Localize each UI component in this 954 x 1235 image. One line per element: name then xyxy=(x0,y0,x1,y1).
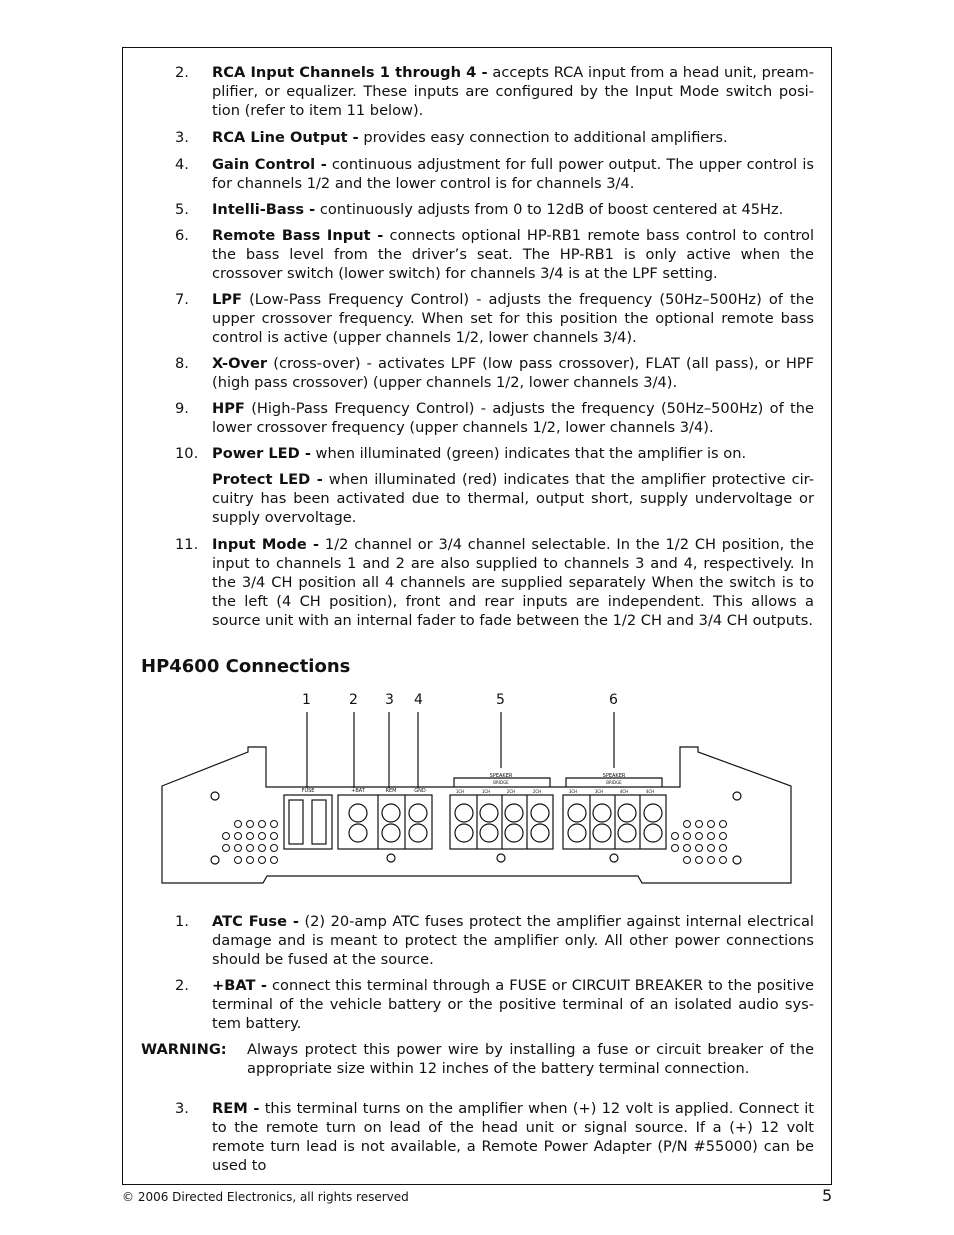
item-text: continuous adjustment for full power output. The upper control is for channels 1/2 and the lower control is for channels 3/4. xyxy=(212,156,814,192)
list-item xyxy=(212,200,814,219)
list-item xyxy=(212,290,814,347)
item-number: 9. xyxy=(175,400,189,417)
label-bat: +BAT xyxy=(351,788,365,794)
label-4ch-a: 4CH xyxy=(619,789,629,794)
vent-hole xyxy=(684,857,691,864)
label-gnd: GND xyxy=(414,788,426,794)
vent-hole xyxy=(223,845,230,852)
item-number: 2. xyxy=(175,977,189,994)
vent-hole xyxy=(271,845,278,852)
label-2ch-a: 2CH xyxy=(506,789,516,794)
label-fuse: FUSE xyxy=(301,788,315,794)
label-speaker-2: SPEAKER xyxy=(602,773,626,779)
vent-hole xyxy=(247,821,254,828)
item-title: Input Mode - xyxy=(212,536,320,553)
item-text: accepts RCA input from a head unit, pream- plifier, or equalizer. These inputs are configured by the Input Mode switch posi- tion (refer to item 11 below). xyxy=(212,64,814,119)
footer-copyright: © 2006 Directed Electronics, all rights reserved xyxy=(122,1190,409,1204)
item-text: (High-Pass Frequency Control) - adjusts the frequency (50Hz–500Hz) of the lower crossover frequency (upper channels 1/2, lower channels 3/4). xyxy=(212,400,814,436)
vent-hole xyxy=(259,833,266,840)
vent-hole xyxy=(235,857,242,864)
item-title: Gain Control - xyxy=(212,156,327,173)
vent-hole xyxy=(684,845,691,852)
vent-hole xyxy=(259,857,266,864)
item-number: 1. xyxy=(175,913,189,930)
item-text: (cross-over) - activates LPF (low pass crossover), FLAT (all pass), or HPF (high pass crossover) (upper channels 1/2, lower channels 3/4). xyxy=(212,355,814,391)
item-number: 4. xyxy=(175,156,189,173)
item-rem xyxy=(212,1099,814,1175)
vent-hole xyxy=(247,845,254,852)
item-title: HPF xyxy=(212,400,245,417)
list-item xyxy=(212,399,814,437)
vent-hole xyxy=(720,833,727,840)
vent-hole xyxy=(696,821,703,828)
callout-3: 3 xyxy=(385,692,394,708)
item-number: 2. xyxy=(175,64,189,81)
vent-hole xyxy=(223,833,230,840)
label-3ch-b: 3CH xyxy=(594,789,604,794)
label-rem: REM xyxy=(385,788,397,794)
item-text: connect this terminal through a FUSE or CIRCUIT BREAKER to the positive terminal of the vehicle battery or the positive terminal of an isolated audio sys- tem battery. xyxy=(212,977,814,1032)
vent-hole xyxy=(259,821,266,828)
vent-hole xyxy=(696,845,703,852)
item-number: 7. xyxy=(175,291,189,308)
list-item xyxy=(212,128,814,147)
item-title: Power LED - xyxy=(212,445,311,462)
item-text: when illuminated (red) indicates that the amplifier protective cir- cuitry has been activated due to thermal, output short, supply undervoltage or supply overvoltage. xyxy=(212,471,814,526)
vent-hole xyxy=(247,833,254,840)
callout-6: 6 xyxy=(609,692,618,708)
item-title: RCA Input Channels 1 through 4 - xyxy=(212,64,488,81)
item-title: Protect LED - xyxy=(212,471,323,488)
label-bridge-1: BRIDGE xyxy=(493,780,509,785)
label-1ch-b: 1CH xyxy=(481,789,491,794)
label-1ch-a: 1CH xyxy=(455,789,465,794)
item-number: 10. xyxy=(175,445,199,462)
list-item xyxy=(212,976,814,1033)
vent-hole xyxy=(259,845,266,852)
list-item xyxy=(212,470,814,527)
vent-hole xyxy=(720,857,727,864)
item-title: LPF xyxy=(212,291,242,308)
item-text: connects optional HP-RB1 remote bass control to control the bass level from the driver’s seat. The HP-RB1 is only active when the crossover switch (lower switch) for channels 3/4 is at the LPF setting. xyxy=(212,227,814,282)
item-rem-text: this terminal turns on the amplifier when (+) 12 volt is applied. Connect it to the remote turn on lead of the head unit or signal source. If a (+) 12 volt remote turn lead is not available, a Remote Power Adapter (P/N #55000) can be used to xyxy=(212,1100,814,1174)
vent-hole xyxy=(708,857,715,864)
label-3ch-a: 3CH xyxy=(568,789,578,794)
vent-hole xyxy=(235,833,242,840)
vent-hole xyxy=(720,821,727,828)
item-text: continuously adjusts from 0 to 12dB of boost centered at 45Hz. xyxy=(315,201,784,218)
list-item xyxy=(212,912,814,969)
label-2ch-b: 2CH xyxy=(532,789,542,794)
item-rem-number: 3. xyxy=(175,1100,189,1117)
list-item xyxy=(212,63,814,120)
item-title: +BAT - xyxy=(212,977,267,994)
item-number: 6. xyxy=(175,227,189,244)
vent-hole xyxy=(672,845,679,852)
vent-hole xyxy=(684,833,691,840)
vent-hole xyxy=(720,845,727,852)
label-4ch-b: 4CH xyxy=(645,789,655,794)
item-text: when illuminated (green) indicates that the amplifier is on. xyxy=(310,445,747,462)
item-number: 3. xyxy=(175,129,189,146)
vent-hole xyxy=(235,845,242,852)
item-text: (2) 20-amp ATC fuses protect the amplifier against internal electrical damage and is meant to protect the amplifier only. All other power connections should be fused at the source. xyxy=(212,913,814,968)
list-item xyxy=(212,535,814,630)
vent-hole xyxy=(247,857,254,864)
vent-hole xyxy=(684,821,691,828)
warning-label: WARNING: xyxy=(141,1041,227,1058)
vent-hole xyxy=(235,821,242,828)
item-text: provides easy connection to additional amplifiers. xyxy=(358,129,728,146)
item-title: Remote Bass Input - xyxy=(212,227,384,244)
list-item xyxy=(212,155,814,193)
item-title: Intelli-Bass - xyxy=(212,201,316,218)
list-item xyxy=(212,226,814,283)
warning-text: Always protect this power wire by installing a fuse or circuit breaker of the appropriate size within 12 inches of the battery terminal connection. xyxy=(247,1041,814,1077)
vent-hole xyxy=(696,833,703,840)
item-title: ATC Fuse - xyxy=(212,913,299,930)
label-speaker-1: SPEAKER xyxy=(489,773,513,779)
item-text: 1/2 channel or 3/4 channel selectable. In the 1/2 CH position, the input to channels 1 and 2 are also supplied to channels 3 and 4, respectively. In the 3/4 CH position all 4 channels are supplied separately When the switch is to the left (4 CH position), front and rear inputs are independent. This allows a source unit with an internal fader to fade between the 1/2 CH and 3/4 CH outputs. xyxy=(212,536,814,629)
vent-hole xyxy=(271,833,278,840)
vent-hole xyxy=(708,833,715,840)
callout-4: 4 xyxy=(414,692,423,708)
vent-hole xyxy=(696,857,703,864)
page-number: 5 xyxy=(822,1186,833,1205)
section-heading: HP4600 Connections xyxy=(141,656,351,677)
list-item xyxy=(212,444,814,463)
vent-hole xyxy=(708,845,715,852)
label-bridge-2: BRIDGE xyxy=(606,780,622,785)
vent-hole xyxy=(271,821,278,828)
item-rem-title: REM - xyxy=(212,1100,260,1117)
item-title: RCA Line Output - xyxy=(212,129,359,146)
amplifier-diagram xyxy=(160,700,794,890)
vent-hole xyxy=(708,821,715,828)
list-item xyxy=(212,354,814,392)
item-title: X-Over xyxy=(212,355,268,372)
item-number: 11. xyxy=(175,536,199,553)
vent-hole xyxy=(271,857,278,864)
vent-hole xyxy=(672,833,679,840)
item-text: (Low-Pass Frequency Control) - adjusts the frequency (50Hz–500Hz) of the upper crossover frequency. When set for this position the optional remote bass control is active (upper channels 1/2, lower channels 3/4). xyxy=(212,291,814,346)
callout-5: 5 xyxy=(496,692,505,708)
item-number: 8. xyxy=(175,355,189,372)
item-number: 5. xyxy=(175,201,189,218)
callout-2: 2 xyxy=(349,692,358,708)
callout-1: 1 xyxy=(302,692,311,708)
